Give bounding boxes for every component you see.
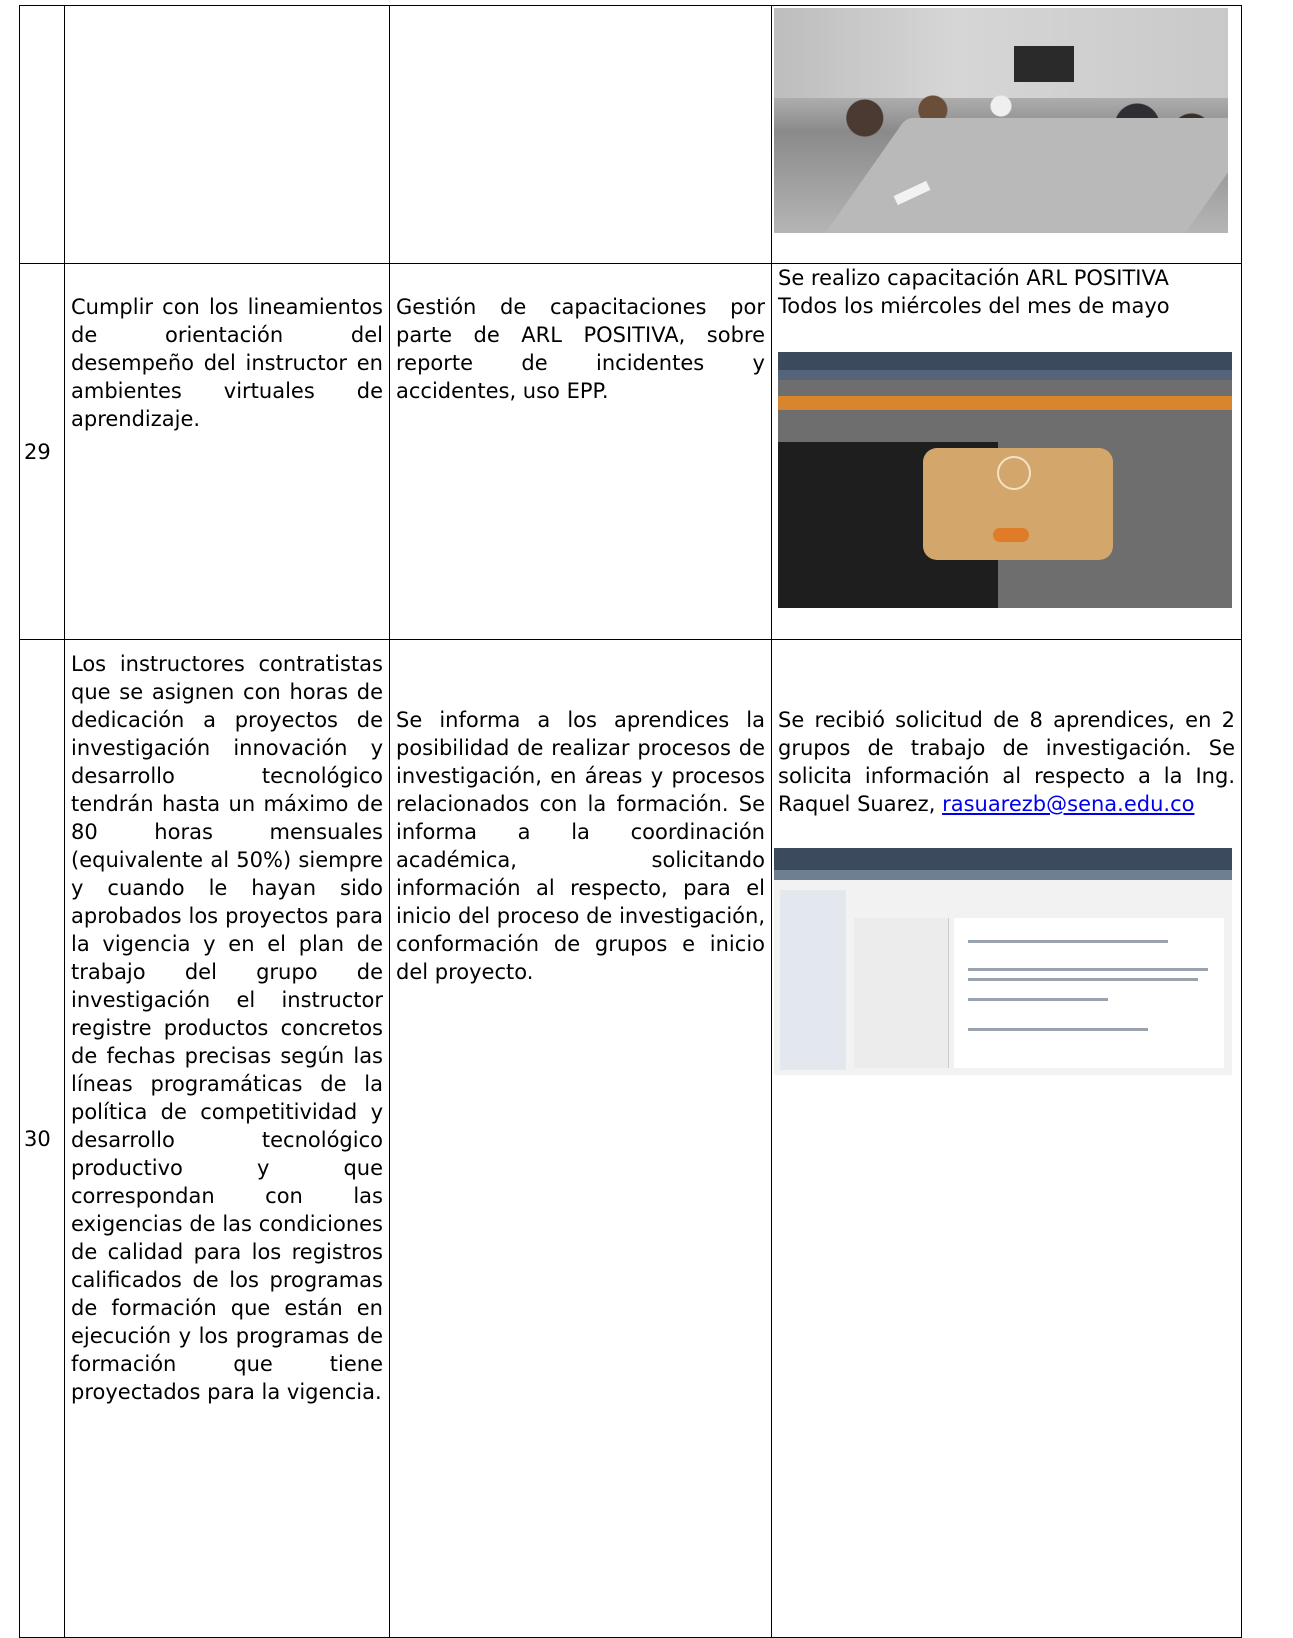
evidence-text-body: Se recibió solicitud de 8 aprendices, en 2 grupos de trabajo de investigación. Se solicita información al respecto a la Ing. Raquel Suarez, [778, 708, 1235, 816]
evidence-text [778, 706, 1235, 818]
table-row [20, 6, 1242, 264]
guideline-cell [65, 640, 390, 1638]
evidence-text-line: Todos los miércoles del mes de mayo [778, 294, 1170, 318]
evidence-cell [772, 6, 1242, 264]
screenshot-arl-training [778, 352, 1232, 608]
row-number-cell: 29 [20, 264, 65, 640]
evidence-cell [772, 264, 1242, 640]
table-row [20, 640, 1242, 1638]
action-cell [390, 640, 772, 1638]
evidence-text-line: Se realizo capacitación ARL POSITIVA [778, 266, 1169, 290]
action-text: Gestión de capacitaciones por parte de ARL POSITIVA, sobre reporte de incidentes y accidentes, uso EPP. [396, 295, 765, 403]
action-cell [390, 6, 772, 264]
meeting-room-photo [774, 8, 1228, 233]
guideline-text: Cumplir con los lineamientos de orientación del desempeño del instructor en ambientes virtuales de aprendizaje. [71, 295, 383, 431]
guideline-cell [65, 264, 390, 640]
activity-table [19, 5, 1242, 1638]
guideline-text: Los instructores contratistas que se asignen con horas de dedicación a proyectos de investigación innovación y desarrollo tecnológico tendrán hasta un máximo de 80 horas mensuales (equivalente al 50%) siempre y cuando le hayan sido aprobados los proyectos para la vigencia y en el plan de trabajo del grupo de investigación el instructor registre productos concretos de fechas precisas según las líneas programáticas de la política de competitividad y desarrollo tecnológico productivo y que correspondan con las exigencias de las condiciones de calidad para los registros calificados de los programas de formación que están en ejecución y los programas de formación que tiene proyectados para la vigencia. [71, 652, 383, 1404]
screenshot-email-inbox [774, 848, 1232, 1075]
action-cell [390, 264, 772, 640]
guideline-cell [65, 6, 390, 264]
row-number-cell: 30 [20, 640, 65, 1638]
action-text: Se informa a los aprendices la posibilidad de realizar procesos de investigación, en áreas y procesos relacionados con la formación. Se informa a la coordinación académica, solicitando información al respecto, para el inicio del proceso de investigación, conformación de grupos e inicio del proyecto. [396, 708, 765, 984]
row-number-cell [20, 6, 65, 264]
evidence-cell [772, 640, 1242, 1638]
table-row [20, 264, 1242, 640]
email-link[interactable]: rasuarezb@sena.edu.co [942, 792, 1195, 816]
